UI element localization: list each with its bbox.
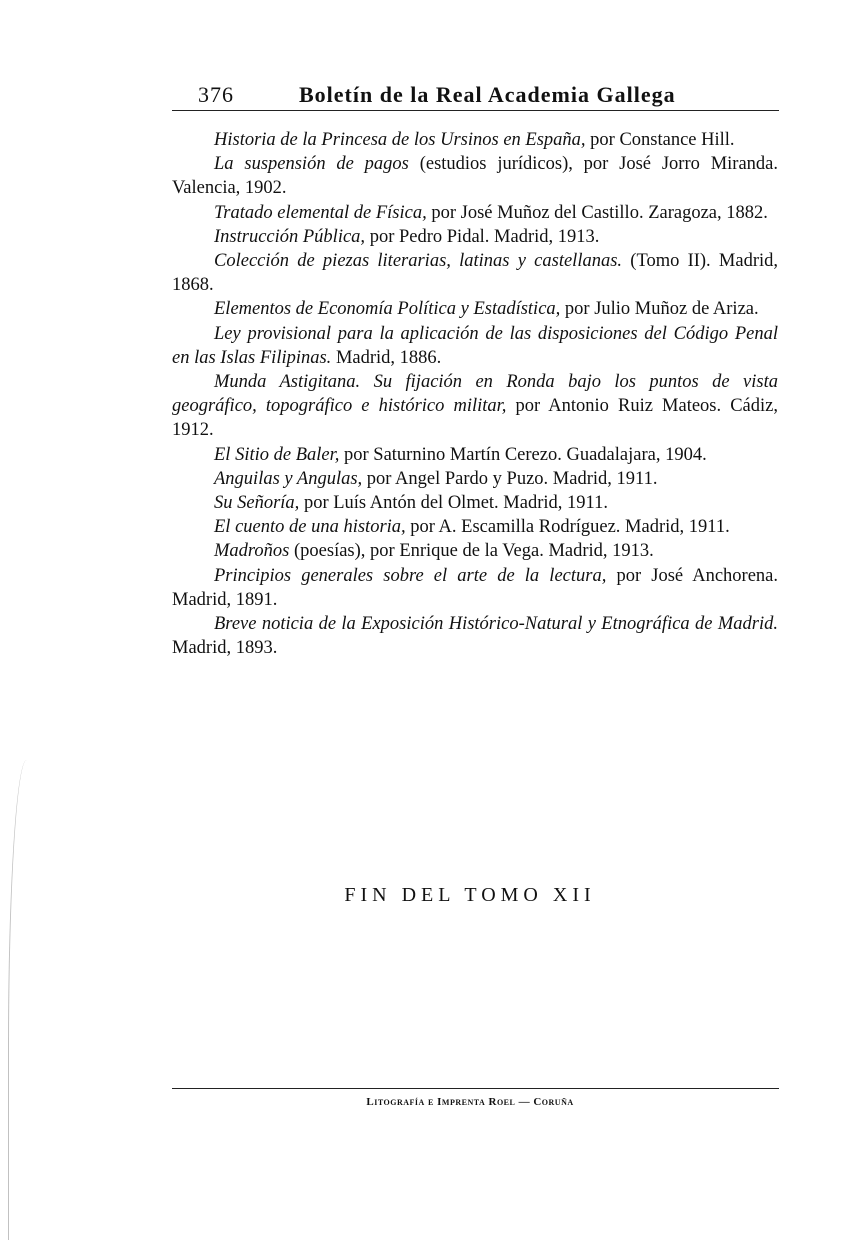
entry-title: El cuento de una historia, xyxy=(214,517,406,538)
bibliography-entry xyxy=(172,467,778,491)
running-head: Boletín de la Real Academia Gallega xyxy=(299,82,676,107)
entry-title: Anguilas y Angulas, xyxy=(214,468,363,489)
bibliography-entry xyxy=(172,370,778,443)
entry-details: por José Anchorena. Madrid, 1891. xyxy=(172,565,778,610)
bibliography-entry xyxy=(172,201,778,225)
bibliography-list xyxy=(172,128,778,660)
entry-details: por Julio Muñoz de Ariza. xyxy=(560,299,759,320)
entry-title: Colección de piezas literarias, latinas y castellanas. xyxy=(214,251,623,272)
bibliography-entry xyxy=(172,322,778,370)
entry-details: por Constance Hill. xyxy=(585,130,735,150)
bibliography-entry xyxy=(172,297,778,321)
entry-details: (Tomo II). Madrid, 1868. xyxy=(172,251,778,296)
bibliography-entry xyxy=(172,128,778,152)
page-number: 376 xyxy=(198,82,234,107)
entry-title: Elementos de Economía Política y Estadística, xyxy=(214,299,561,320)
entry-title: Madroños xyxy=(214,541,290,562)
bibliography-entry xyxy=(172,564,778,612)
entry-details: por Saturnino Martín Cerezo. Guadalajara, 1904. xyxy=(339,444,707,465)
entry-details: por José Muñoz del Castillo. Zaragoza, 1882. xyxy=(426,202,768,223)
bibliography-entry xyxy=(172,152,778,200)
printer-imprint: Litografía e Imprenta Roel — Coruña xyxy=(366,1096,574,1108)
bibliography-entry xyxy=(172,539,778,563)
bibliography-entry xyxy=(172,515,778,539)
entry-title: Ley provisional para la aplicación de las disposiciones del Código Penal en las Islas Filipinas. xyxy=(172,323,778,368)
entry-title: Historia de la Princesa de los Ursinos en España, xyxy=(214,130,586,150)
entry-details: (estudios jurídicos), por José Jorro Miranda. Valencia, 1902. xyxy=(172,154,778,199)
bibliography-entry xyxy=(172,249,778,297)
volume-end-title: FIN DEL TOMO XII xyxy=(344,884,596,906)
entry-details: por Angel Pardo y Puzo. Madrid, 1911. xyxy=(362,468,658,489)
entry-title: Tratado elemental de Física, xyxy=(214,202,427,223)
scan-edge-mark xyxy=(8,760,39,1240)
header-rule xyxy=(172,110,779,111)
entry-title: El Sitio de Baler, xyxy=(214,444,340,465)
bibliography-entry xyxy=(172,443,778,467)
page-header xyxy=(172,76,778,110)
entry-details: Madrid, 1893. xyxy=(172,638,278,659)
entry-details: por Luís Antón del Olmet. Madrid, 1911. xyxy=(299,493,608,514)
entry-details: (poesías), por Enrique de la Vega. Madrid, 1913. xyxy=(289,541,654,562)
entry-title: Instrucción Pública, xyxy=(214,226,366,247)
entry-details: Madrid, 1886. xyxy=(331,347,442,368)
bibliography-entry xyxy=(172,612,778,660)
entry-title: Su Señoría, xyxy=(214,493,300,514)
bibliography-entry xyxy=(172,491,778,515)
entry-details: por Pedro Pidal. Madrid, 1913. xyxy=(365,226,600,247)
entry-title: Munda Astigitana. Su fijación en Ronda bajo los puntos de vista geográfico, topográfico e histórico militar, xyxy=(172,372,778,417)
entry-title: Principios generales sobre el arte de la lectura, xyxy=(214,565,607,586)
bibliography-entry xyxy=(172,225,778,249)
footer-rule xyxy=(172,1088,779,1089)
entry-details: por A. Escamilla Rodríguez. Madrid, 1911. xyxy=(405,517,730,538)
entry-details: por Antonio Ruiz Mateos. Cádiz, 1912. xyxy=(172,396,778,441)
entry-title: La suspensión de pagos xyxy=(214,154,409,175)
entry-title: Breve noticia de la Exposición Histórico-Natural y Etnográfica de Madrid. xyxy=(214,614,778,635)
